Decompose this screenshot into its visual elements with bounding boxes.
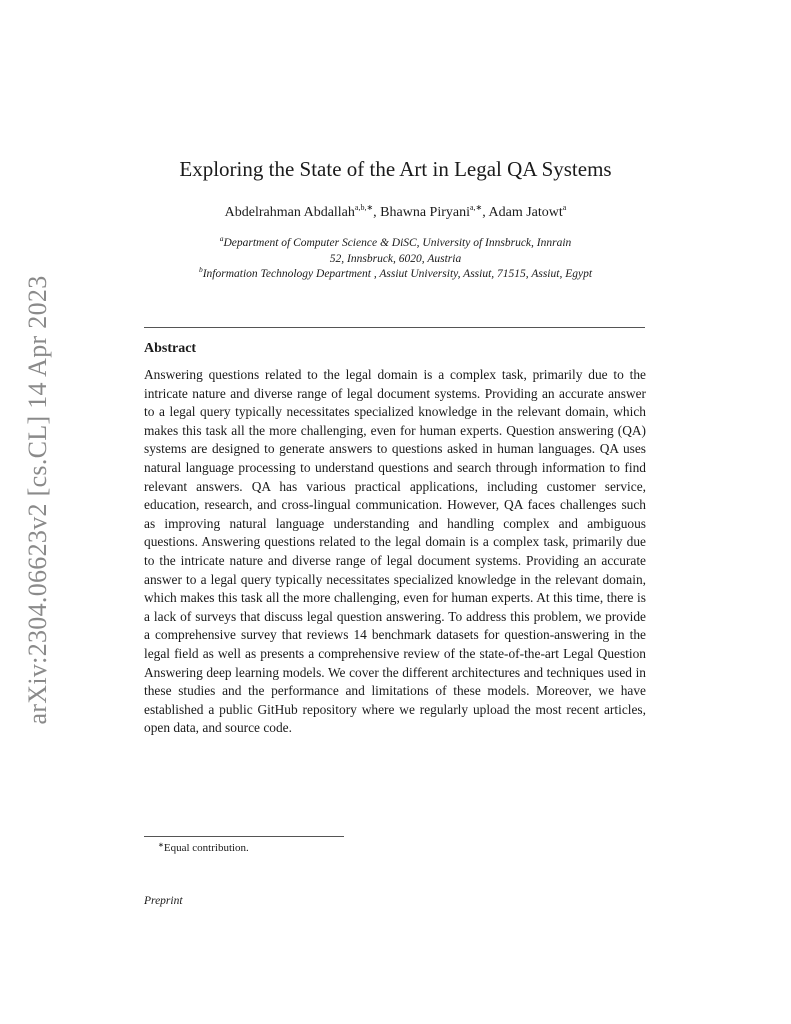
section-divider	[144, 327, 645, 328]
preprint-label: Preprint	[144, 895, 183, 907]
author-affiliation-marks: a	[562, 203, 567, 212]
affiliation-line: 52, Innsbruck, 6020, Austria	[329, 253, 462, 265]
arxiv-identifier: arXiv:2304.06623v2 [cs.CL] 14 Apr 2023	[23, 275, 52, 725]
paper-title: Exploring the State of the Art in Legal QA Systems	[179, 157, 612, 181]
affiliation-line: Information Technology Department , Assiut University, Assiut, 71515, Assiut, Egypt	[202, 268, 593, 280]
author-affiliation-marks: a,b,∗	[354, 203, 374, 212]
footnote-text: Equal contribution.	[163, 842, 249, 854]
footnote-divider	[144, 836, 344, 837]
abstract-text: Answering questions related to the legal domain is a complex task, primarily due to the intricate nature and diverse range of legal document systems. Providing an accurate answer to a legal query typically necessitates specialized knowledge in the relevant domain, which makes this task all the more challenging, even for human experts. Question answering (QA) systems are designed to generate answers to questions asked in human languages. QA uses natural language processing to understand questions and search through information to find relevant answers. QA has various practical applications, including customer service, education, research, and cross-lingual communication. However, QA faces challenges such as improving natural language understanding and handling complex and ambiguous questions. Answering questions related to the legal domain is a complex task, primarily due to the intricate nature and diverse range of legal document systems. Providing an accurate answer to a legal query typically necessitates specialized knowledge in the relevant domain, which makes this task all the more challenging, even for human experts. At this time, there is a lack of surveys that discuss legal question answering. To address this problem, we provide a comprehensive survey that reviews 14 benchmark datasets for question-answering in the legal field as well as presents a comprehensive review of the state-of-the-art Legal Question Answering deep learning models. We cover the different architectures and techniques used in these studies and the performance and limitations of these models. Moreover, we have established a public GitHub repository where we regularly upload the most recent articles, open data, and source code.	[144, 367, 646, 736]
footnote	[158, 842, 249, 854]
author-name: Abdelrahman Abdallah	[224, 205, 355, 220]
footnote-mark: ∗	[158, 841, 164, 849]
abstract-heading: Abstract	[144, 341, 197, 356]
affiliation-line: Department of Computer Science & DiSC, University of Innsbruck, Innrain	[223, 237, 572, 249]
author-affiliation-marks: a,∗	[470, 203, 483, 212]
affiliation-mark: b	[198, 265, 203, 274]
affiliation-mark: a	[219, 234, 224, 243]
affiliation-a	[0, 235, 791, 267]
author-name: Adam Jatowt	[488, 205, 563, 220]
affiliation-b	[0, 266, 791, 282]
author-name: Bhawna Piryani	[380, 205, 470, 220]
author-list: Abdelrahman Abdallah$^{a,b,∗}$, Bhawna Piryani$^{a,∗}$, Adam Jatowt$^a$	[224, 203, 567, 220]
